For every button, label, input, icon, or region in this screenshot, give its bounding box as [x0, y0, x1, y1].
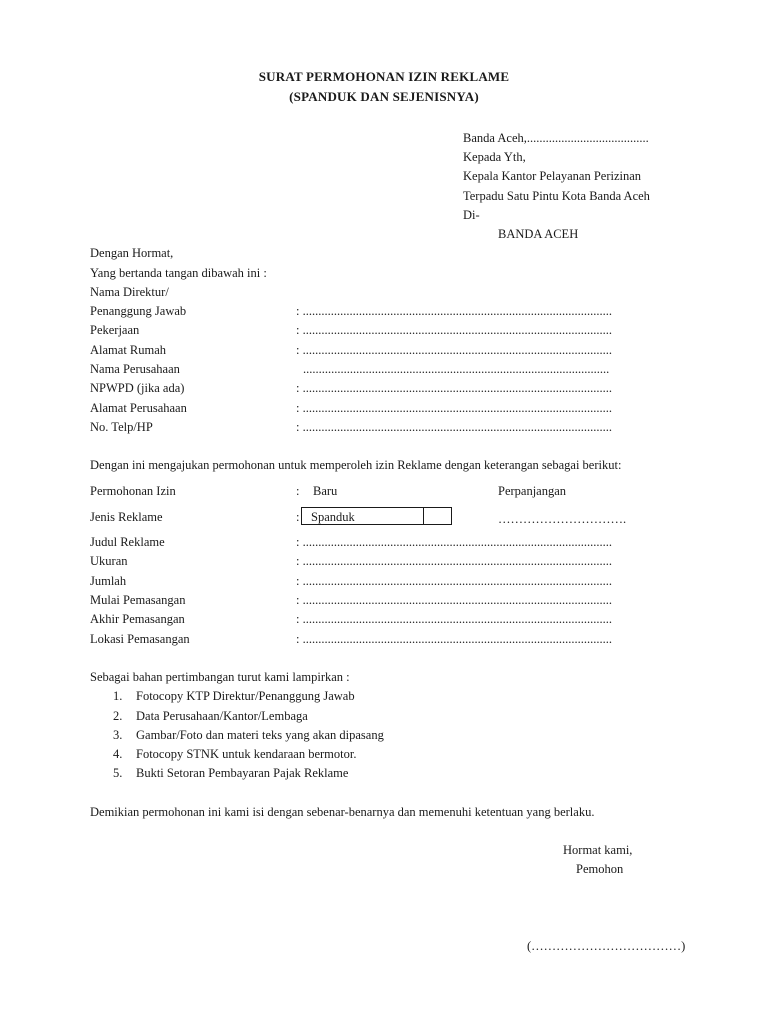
field-jumlah[interactable]: : ...................................................................................................	[296, 574, 612, 588]
label-alamat-rumah: Alamat Rumah	[90, 343, 167, 357]
attachment-number: 1.	[113, 689, 123, 703]
label-permohonan-izin: Permohonan Izin	[90, 484, 176, 498]
field-akhir-pemasangan[interactable]: : ...................................................................................................	[296, 612, 612, 626]
jenis-box-divider	[423, 508, 424, 524]
label-npwpd: NPWPD (jika ada)	[90, 381, 185, 395]
label-ukuran: Ukuran	[90, 554, 128, 568]
signer-role: Pemohon	[576, 862, 624, 876]
jenis-reklame-other[interactable]: ………………………….	[498, 512, 627, 526]
field-npwpd[interactable]: : ...................................................................................................	[296, 381, 612, 395]
signature-line[interactable]: (………………………………)	[527, 939, 686, 953]
jenis-reklame-box[interactable]	[301, 507, 452, 525]
jenis-reklame-value: Spanduk	[311, 510, 355, 524]
field-pekerjaan[interactable]: : ...................................................................................................	[296, 323, 612, 337]
attachment-number: 4.	[113, 747, 123, 761]
attachment-item: Gambar/Foto dan materi teks yang akan dipasang	[136, 728, 384, 742]
label-jenis-reklame: Jenis Reklame	[90, 510, 163, 524]
attachment-number: 5.	[113, 766, 123, 780]
colon-permohonan: :	[296, 484, 300, 498]
label-mulai-pemasangan: Mulai Pemasangan	[90, 593, 186, 607]
request-intro: Dengan ini mengajukan permohonan untuk memperoleh izin Reklame dengan keterangan sebagai berikut:	[90, 458, 622, 472]
recipient-city: BANDA ACEH	[498, 227, 579, 241]
attachment-item: Fotocopy STNK untuk kendaraan bermotor.	[136, 747, 357, 761]
colon-jenis: :	[296, 510, 300, 524]
salutation: Dengan Hormat,	[90, 246, 174, 260]
label-lokasi-pemasangan: Lokasi Pemasangan	[90, 632, 190, 646]
label-pekerjaan: Pekerjaan	[90, 323, 140, 337]
field-lokasi-pemasangan[interactable]: : ...................................................................................................	[296, 632, 612, 646]
document-title: SURAT PERMOHONAN IZIN REKLAME	[258, 69, 510, 84]
recipient-greeting: Kepada Yth,	[463, 150, 526, 164]
attachment-number: 3.	[113, 728, 123, 742]
recipient-line-2: Terpadu Satu Pintu Kota Banda Aceh	[463, 189, 650, 203]
option-baru[interactable]: Baru	[313, 484, 338, 498]
field-judul-reklame[interactable]: : ...................................................................................................	[296, 535, 612, 549]
field-alamat-rumah[interactable]: : ...................................................................................................	[296, 343, 612, 357]
field-mulai-pemasangan[interactable]: : ...................................................................................................	[296, 593, 612, 607]
label-telp: No. Telp/HP	[90, 420, 153, 434]
attachment-item: Data Perusahaan/Kantor/Lembaga	[136, 709, 308, 723]
field-penanggung-jawab[interactable]: : ...................................................................................................	[296, 304, 612, 318]
label-judul-reklame: Judul Reklame	[90, 535, 165, 549]
field-ukuran[interactable]: : ...................................................................................................	[296, 554, 612, 568]
label-akhir-pemasangan: Akhir Pemasangan	[90, 612, 185, 626]
place-date: Banda Aceh,.......................................	[463, 131, 649, 145]
attachments-intro: Sebagai bahan pertimbangan turut kami lampirkan :	[90, 670, 350, 684]
label-nama-direktur: Nama Direktur/	[90, 285, 169, 299]
field-alamat-perusahaan[interactable]: : ...................................................................................................	[296, 401, 612, 415]
label-nama-perusahaan: Nama Perusahaan	[90, 362, 180, 376]
intro-text: Yang bertanda tangan dibawah ini :	[90, 266, 267, 280]
recipient-line-1: Kepala Kantor Pelayanan Perizinan	[463, 169, 642, 183]
label-jumlah: Jumlah	[90, 574, 127, 588]
regards: Hormat kami,	[563, 843, 633, 857]
attachment-item: Bukti Setoran Pembayaran Pajak Reklame	[136, 766, 349, 780]
attachment-item: Fotocopy KTP Direktur/Penanggung Jawab	[136, 689, 355, 703]
recipient-di: Di-	[463, 208, 480, 222]
closing-statement: Demikian permohonan ini kami isi dengan sebenar-benarnya dan memenuhi ketentuan yang berlaku.	[90, 805, 595, 819]
attachment-number: 2.	[113, 709, 123, 723]
label-alamat-perusahaan: Alamat Perusahaan	[90, 401, 187, 415]
document-subtitle: (SPANDUK DAN SEJENISNYA)	[289, 89, 479, 104]
field-telp[interactable]: : ...................................................................................................	[296, 420, 612, 434]
field-nama-perusahaan[interactable]: ..................................................................................................	[303, 362, 610, 376]
option-perpanjangan[interactable]: Perpanjangan	[498, 484, 567, 498]
label-penanggung-jawab: Penanggung Jawab	[90, 304, 187, 318]
